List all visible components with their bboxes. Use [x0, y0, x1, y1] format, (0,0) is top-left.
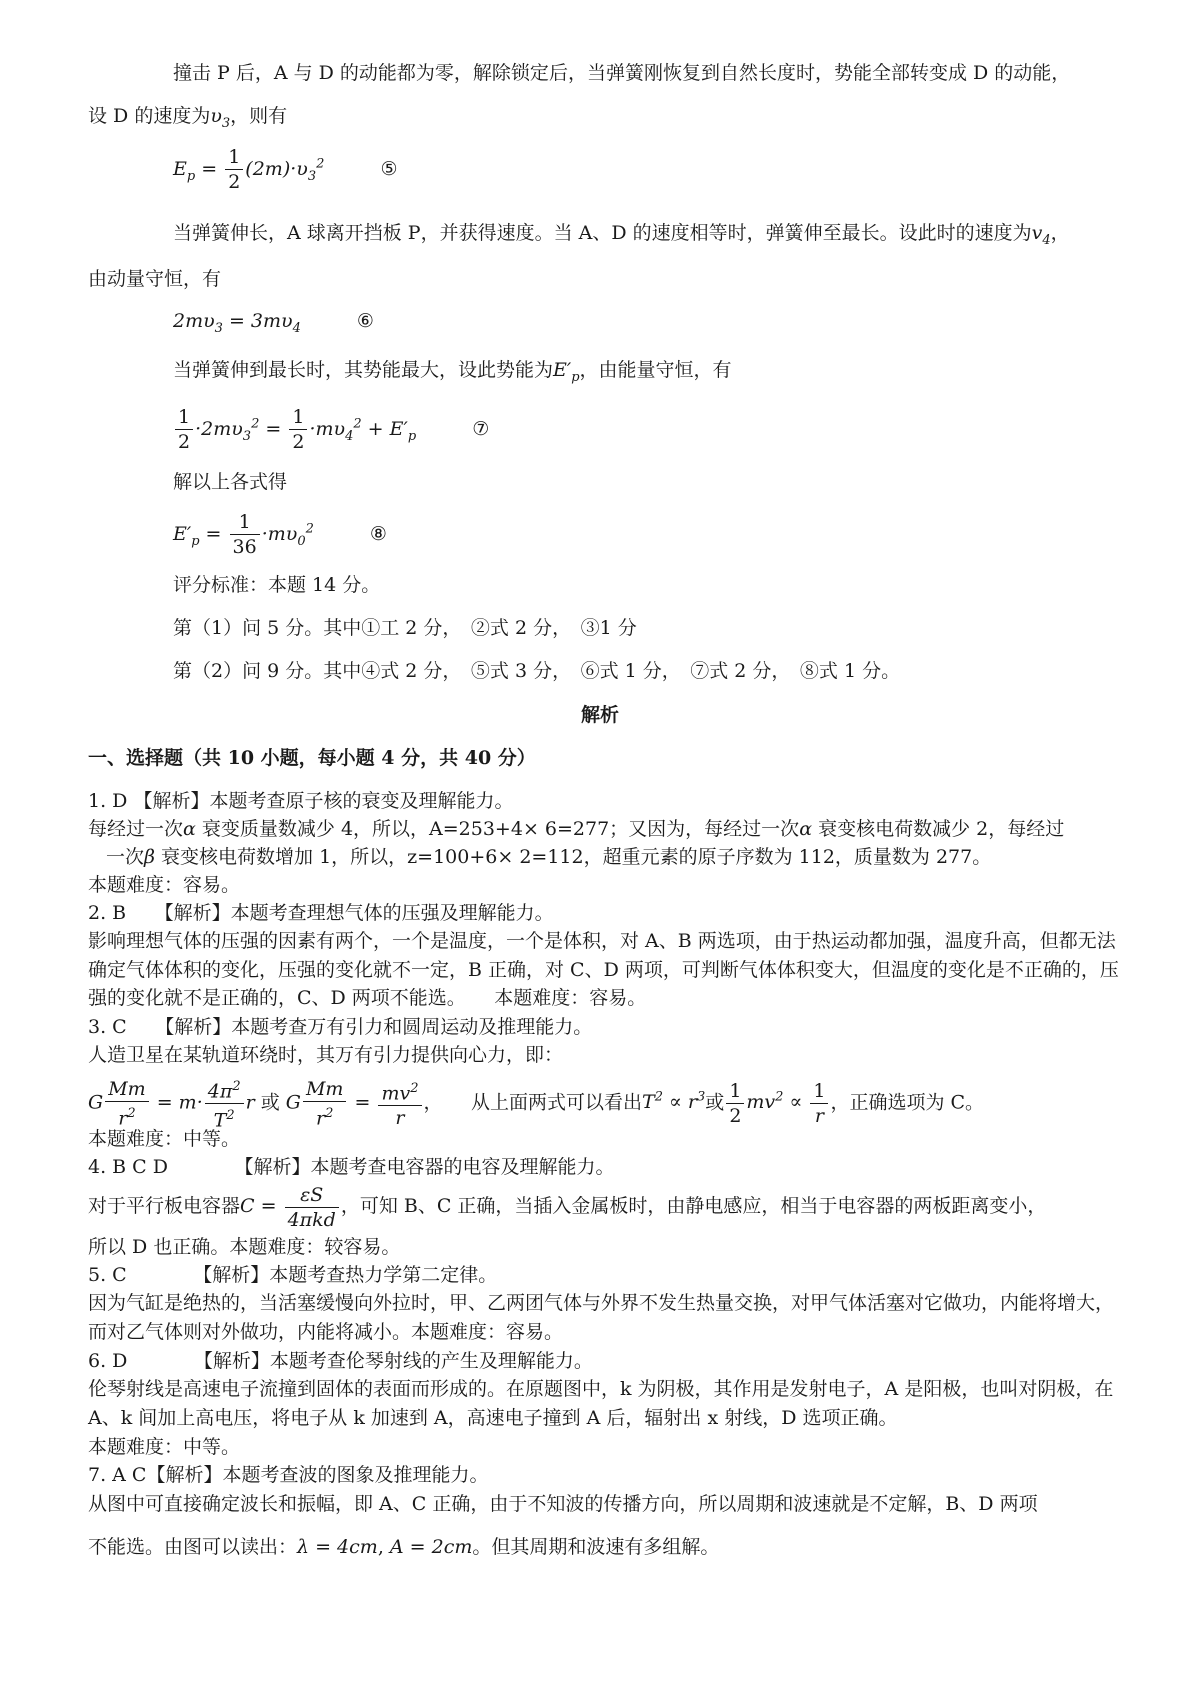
equation-number: ⑥: [356, 310, 374, 332]
q3-head: 3. C 【解析】本题考查万有引力和圆周运动及推理能力。: [88, 1016, 593, 1038]
q7-body-cont: 不能选。由图可以读出：λ = 4cm, A = 2cm。但其周期和波速有多组解。: [88, 1536, 720, 1558]
q4-body-cont: 所以 D 也正确。本题难度：较容易。: [88, 1236, 401, 1258]
q7-text: 。但其周期和波速有多组解。: [472, 1536, 720, 1558]
intro-paragraph-3: [173, 355, 1200, 393]
analysis-title: 解析: [580, 704, 619, 726]
q1-body-cont: [106, 842, 1146, 872]
alpha-symbol: α: [799, 818, 813, 840]
intro-text: 当弹簧伸到最长时，其势能最大，设此势能为: [173, 359, 554, 381]
q1-text: 每经过一次: [88, 818, 184, 840]
score-title: 评分标准：本题 14 分。: [173, 574, 381, 596]
equation-number: ⑤: [380, 157, 398, 180]
q5-head: 5. C 【解析】本题考查热力学第二定律。: [88, 1264, 498, 1286]
beta-symbol: β: [144, 846, 155, 868]
q3-text: ，正确选项为 C。: [830, 1091, 985, 1114]
q3-text: 或: [254, 1091, 286, 1114]
section-title: 一、选择题（共 10 小题，每小题 4 分，共 40 分）: [88, 747, 536, 769]
q1-text: 一次: [106, 846, 145, 868]
q1-text: 衰变核电荷数减少 2，每经过: [812, 818, 1065, 840]
intro-text: 由动量守恒，有: [88, 268, 222, 290]
q7-text: 不能选。由图可以读出：: [88, 1536, 298, 1558]
intro-paragraph-4: [173, 467, 1200, 497]
q3-formula: G $\frac{Mm}{r^2}$ = m· $\frac{4\pi^2}{T^2}$ r 或 G $\frac{Mm}{r^2}$ = $\frac{mv^2}{r}$ ， 从上面两式可以看出$T^2 \propto r^3$或 $\frac{1}{2}$ $mv^2$ ∝ $\frac{1}{r}$ ，正确选项为 C。: [88, 1072, 1128, 1132]
equation-7: $\frac{1}{2}$ $\cdot 2m\upsilon_3^2$ = $\frac{1}{2}$ $\cdot m\upsilon_4^2 + E'_p$ ⑦: [173, 405, 489, 454]
q6-head: 6. D 【解析】本题考查伦琴射线的产生及理解能力。: [88, 1350, 593, 1372]
q2-body: 影响理想气体的压强的因素有两个，一个是温度，一个是体积，对 A、B 两选项，由于热运动都加强，温度升高，但都无法确定气体体积的变化，压强的变化就不一定，B 正确，对 C、D 两项，可判断气体体积变大，但温度的变化是不正确的，压强的变化就不是正确的，C、D 两项不能选。 本题难度：容易。: [88, 930, 1119, 1009]
q3-body: 人造卫星在某轨道环绕时，其万有引力提供向心力，即：: [88, 1044, 564, 1066]
intro-text: ，由能量守恒，有: [579, 359, 732, 381]
q1-head: 1. D 【解析】本题考查原子核的衰变及理解能力。: [88, 790, 514, 812]
alpha-symbol: α: [183, 818, 196, 840]
intro-paragraph-2: [173, 218, 1200, 256]
intro-text: 解以上各式得: [173, 471, 288, 493]
intro-paragraph-1-cont: [88, 101, 1128, 139]
q2-head: 2. B 【解析】本题考查理想气体的压强及理解能力。: [88, 902, 554, 924]
var-ep-prime: $E'_p$: [553, 359, 580, 385]
equation-number: ⑧: [369, 522, 387, 545]
q4-text: ，可知 B、C 正确，当插入金属板时，由静电感应，相当于电容器的两板距离变小，: [340, 1195, 1047, 1217]
q3-text: ， 从上面两式可以看出: [423, 1091, 643, 1114]
q4-body: 对于平行板电容器C = $\frac{\varepsilon S}{\text{4πkd}}$ ，可知 B、C 正确，当插入金属板时，由静电感应，相当于电容器的两板距离变小，: [88, 1183, 1047, 1231]
var-v4: $v_4$: [1031, 222, 1051, 248]
var-v3: $\upsilon_3$: [210, 105, 231, 131]
score-part-2: 第（2）问 9 分。其中④式 2 分， ⑤式 3 分， ⑥式 1 分， ⑦式 2 分， ⑧式 1 分。: [173, 660, 901, 682]
q1-text: 衰变核电荷数增加 1，所以，z=100+6× 2=112，超重元素的原子序数为 112，质量数为 277。: [155, 846, 992, 868]
score-part-1: 第（1）问 5 分。其中①工 2 分， ②式 2 分， ③1 分: [173, 617, 637, 639]
q1-text: 衰变质量数减少 4，所以，A=253+4× 6=277；又因为，每经过一次: [195, 818, 800, 840]
q4-text: 对于平行板电容器: [88, 1195, 241, 1217]
q1-difficulty: 本题难度：容易。: [88, 874, 241, 896]
equation-number: ⑦: [472, 417, 490, 440]
intro-text: 当弹簧伸长，A 球离开挡板 P，并获得速度。当 A、D 的速度相等时，弹簧伸至最长。设此时的速度为: [173, 222, 1032, 244]
intro-text: 设 D 的速度为: [88, 105, 211, 127]
q6-difficulty: 本题难度：中等。: [88, 1436, 241, 1458]
equation-5: $E_p$ = $\frac{1}{2}$ $(2m)\cdot\upsilon_3^2$ ⑤: [173, 146, 398, 193]
intro-text: 撞击 P 后，A 与 D 的动能都为零，解除锁定后，当弹簧刚恢复到自然长度时，势能全部转变成 D 的动能，: [173, 62, 1071, 84]
q7-head: 7. A C【解析】本题考查波的图象及推理能力。: [88, 1464, 489, 1486]
q6-body: 伦琴射线是高速电子流撞到固体的表面而形成的。在原题图中，k 为阴极，其作用是发射电子，A 是阳极，也叫对阴极，在 A、k 间加上高电压，将电子从 k 加速到 A，高速电子撞到 A 后，辐射出 x 射线，D 选项正确。: [88, 1378, 1114, 1429]
q5-body: 因为气缸是绝热的，当活塞缓慢向外拉时，甲、乙两团气体与外界不发生热量交换，对甲气体活塞对它做功，内能将增大，而对乙气体则对外做功，内能将减小。本题难度：容易。: [88, 1292, 1115, 1343]
intro-paragraph-1: [173, 58, 1200, 88]
intro-text: ，则有: [230, 105, 288, 127]
q3-difficulty: 本题难度：中等。: [88, 1128, 241, 1150]
intro-paragraph-2-cont: [88, 264, 1128, 294]
intro-text: ，: [1050, 222, 1070, 244]
equation-8: $E'_p$ = $\frac{1}{36}$ $\cdot m\upsilon_0^2$ ⑧: [173, 511, 387, 558]
q4-head: 4. B C D 【解析】本题考查电容器的电容及理解能力。: [88, 1156, 615, 1178]
equation-6: $2m\upsilon_3 = 3m\upsilon_4$ ⑥: [173, 310, 374, 336]
q3-text: 或: [705, 1091, 725, 1114]
q1-body: [88, 814, 1128, 844]
q7-body: 从图中可直接确定波长和振幅，即 A、C 正确，由于不知波的传播方向，所以周期和波速就是不定解，B、D 两项: [88, 1493, 1038, 1515]
